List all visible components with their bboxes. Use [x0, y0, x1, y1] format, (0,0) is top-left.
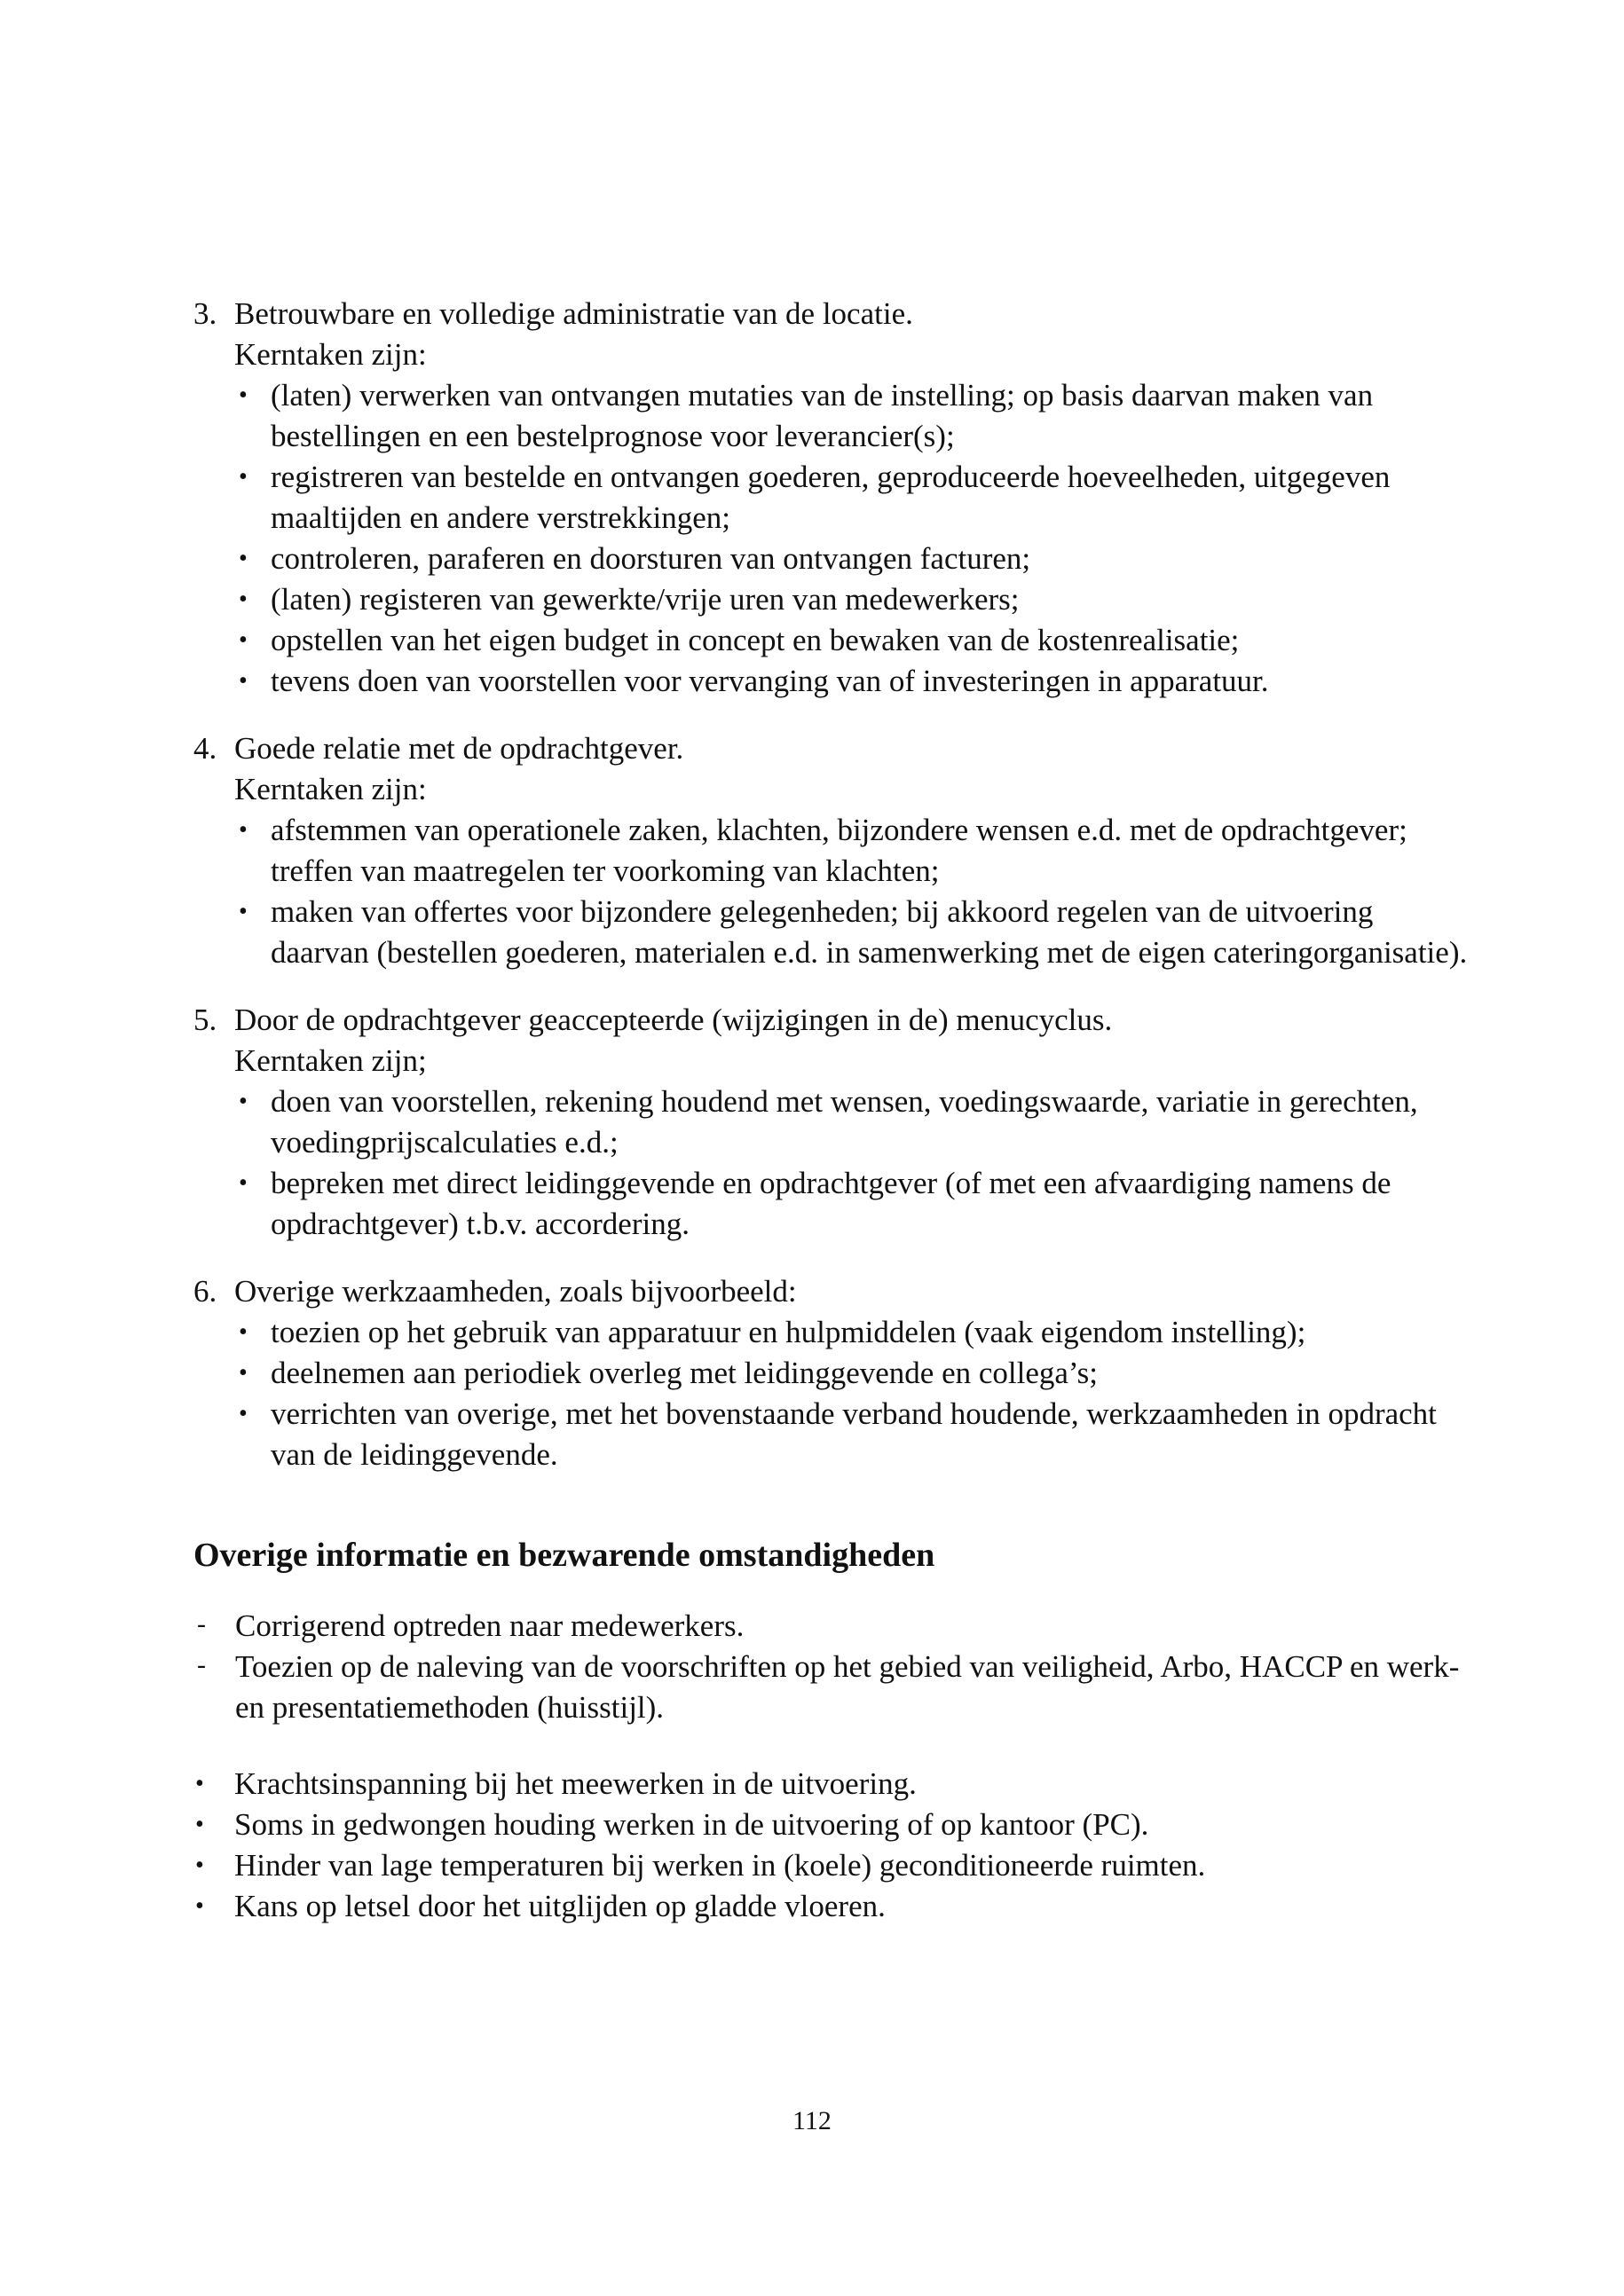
item-number: 6.: [193, 1274, 217, 1309]
dash-icon: -: [197, 1649, 206, 1679]
numbered-item-head: [193, 294, 1454, 334]
list-item: [193, 457, 1454, 539]
text-line: opdrachtgever) t.b.v. accordering.: [271, 1207, 690, 1241]
text-line: Kans op letsel door het uitglijden op gladde vloeren.: [234, 1888, 886, 1923]
text-line: treffen van maatregelen ter voorkoming van klachten;: [271, 853, 940, 888]
item-title: Betrouwbare en volledige administratie van de locatie.: [234, 296, 913, 331]
bullet-icon: •: [239, 381, 248, 409]
list-item: [193, 1805, 1454, 1845]
item-subtitle: Kerntaken zijn:: [234, 337, 427, 372]
text-line: en presentatiemethoden (huisstijl).: [235, 1689, 665, 1725]
bullet-icon: •: [239, 626, 248, 654]
list-item: [193, 579, 1454, 620]
item-number: 3.: [193, 296, 217, 331]
item-subtitle: Kerntaken zijn:: [234, 772, 427, 806]
list-item: [193, 1764, 1454, 1805]
document-content: [193, 294, 1468, 1927]
bullet-icon: •: [239, 1088, 248, 1115]
text-line: Krachtsinspanning bij het meewerken in de uitvoering.: [234, 1765, 917, 1801]
bottom-bullet-list: [193, 1764, 1454, 1927]
text-line: maken van offertes voor bijzondere gelegenheden; bij akkoord regelen van de uitvoering: [271, 894, 1374, 929]
bullet-icon: •: [239, 1318, 248, 1346]
bullet-icon: •: [239, 667, 248, 695]
list-item: [193, 620, 1454, 661]
item-subtitle: Kerntaken zijn;: [234, 1043, 427, 1078]
section-heading: Overige informatie en bezwarende omstandigheden: [193, 1537, 935, 1574]
text-line: Toezien op de naleving van de voorschriften op het gebied van veiligheid, Arbo, HACCP en werk-: [235, 1648, 1460, 1684]
text-line: doen van voorstellen, rekening houdend met wensen, voedingswaarde, variatie in gerechten,: [271, 1084, 1418, 1119]
text-line: verrichten van overige, met het bovenstaande verband houdende, werkzaamheden in opdracht: [271, 1396, 1437, 1431]
text-line: maaltijden en andere verstrekkingen;: [271, 500, 730, 535]
numbered-item-head: [193, 1271, 1454, 1312]
list-item: [193, 810, 1454, 892]
numbered-item-head: [193, 1000, 1454, 1041]
text-line: toezien op het gebruik van apparatuur en hulpmiddelen (vaak eigendom instelling);: [271, 1315, 1306, 1349]
numbered-item-6: [193, 1271, 1454, 1475]
list-item: [193, 1845, 1454, 1886]
bullet-icon: •: [239, 463, 248, 491]
bullet-icon: •: [239, 1400, 248, 1427]
numbered-item-5: [193, 1000, 1454, 1245]
bullet-icon: •: [195, 1851, 204, 1879]
bullet-icon: •: [195, 1891, 204, 1920]
list-item: [193, 1647, 1460, 1728]
page-number: 112: [792, 2106, 832, 2135]
text-line: Hinder van lage temperaturen bij werken in (koele) geconditioneerde ruimten.: [234, 1847, 1206, 1883]
bullet-icon: •: [239, 1169, 248, 1197]
text-line: opstellen van het eigen budget in concept en bewaken van de kostenrealisatie;: [271, 623, 1240, 657]
bullet-icon: •: [239, 816, 248, 844]
item-title: Overige werkzaamheden, zoals bijvoorbeeld:: [234, 1274, 797, 1309]
text-line: van de leidinggevende.: [271, 1437, 558, 1472]
list-item: [193, 539, 1454, 579]
text-line: deelnemen aan periodiek overleg met leidinggevende en collega’s;: [271, 1356, 1098, 1390]
bullet-icon: •: [239, 545, 248, 572]
list-item: [193, 375, 1454, 457]
list-item: [193, 1394, 1454, 1475]
list-item: [193, 892, 1468, 973]
bullet-icon: •: [195, 1810, 204, 1838]
bullet-icon: •: [239, 586, 248, 613]
dash-list: [193, 1606, 1460, 1728]
numbered-item-4: [193, 728, 1468, 973]
text-line: bepreken met direct leidinggevende en opdrachtgever (of met een afvaardiging namens de: [271, 1166, 1391, 1200]
list-item: [193, 1081, 1454, 1163]
list-item: [193, 661, 1454, 702]
text-line: (laten) registeren van gewerkte/vrije uren van medewerkers;: [271, 582, 1020, 617]
list-item: [193, 1353, 1454, 1394]
text-line: afstemmen van operationele zaken, klachten, bijzondere wensen e.d. met de opdrachtgever;: [271, 813, 1407, 847]
text-line: voedingprijscalculaties e.d.;: [271, 1125, 619, 1160]
list-item: [193, 1312, 1454, 1353]
list-item: [193, 1163, 1454, 1245]
numbered-item-head: [193, 728, 1454, 769]
text-line: (laten) verwerken van ontvangen mutaties van de instelling; op basis daarvan maken van: [271, 378, 1374, 413]
text-line: registreren van bestelde en ontvangen goederen, geproduceerde hoeveelheden, uitgegeven: [271, 460, 1391, 494]
text-line: Corrigerend optreden naar medewerkers.: [235, 1608, 745, 1643]
item-number: 4.: [193, 731, 217, 766]
text-line: tevens doen van voorstellen voor vervanging van of investeringen in apparatuur.: [271, 664, 1269, 698]
text-line: daarvan (bestellen goederen, materialen e.d. in samenwerking met de eigen cateringorganisatie).: [271, 935, 1468, 970]
list-item: [193, 1606, 1454, 1647]
dash-icon: -: [197, 1608, 206, 1639]
text-line: Soms in gedwongen houding werken in de uitvoering of op kantoor (PC).: [234, 1806, 1149, 1842]
item-number: 5.: [193, 1003, 217, 1037]
text-line: controleren, paraferen en doorsturen van ontvangen facturen;: [271, 541, 1031, 576]
list-item: [193, 1886, 1454, 1927]
item-title: Goede relatie met de opdrachtgever.: [234, 731, 684, 766]
bullet-icon: •: [239, 898, 248, 925]
bullet-icon: •: [195, 1769, 204, 1797]
bullet-icon: •: [239, 1359, 248, 1387]
numbered-item-3: [193, 294, 1454, 702]
item-title: Door de opdrachtgever geaccepteerde (wijzigingen in de) menucyclus.: [234, 1003, 1113, 1037]
text-line: bestellingen en een bestelprognose voor leverancier(s);: [271, 419, 955, 453]
